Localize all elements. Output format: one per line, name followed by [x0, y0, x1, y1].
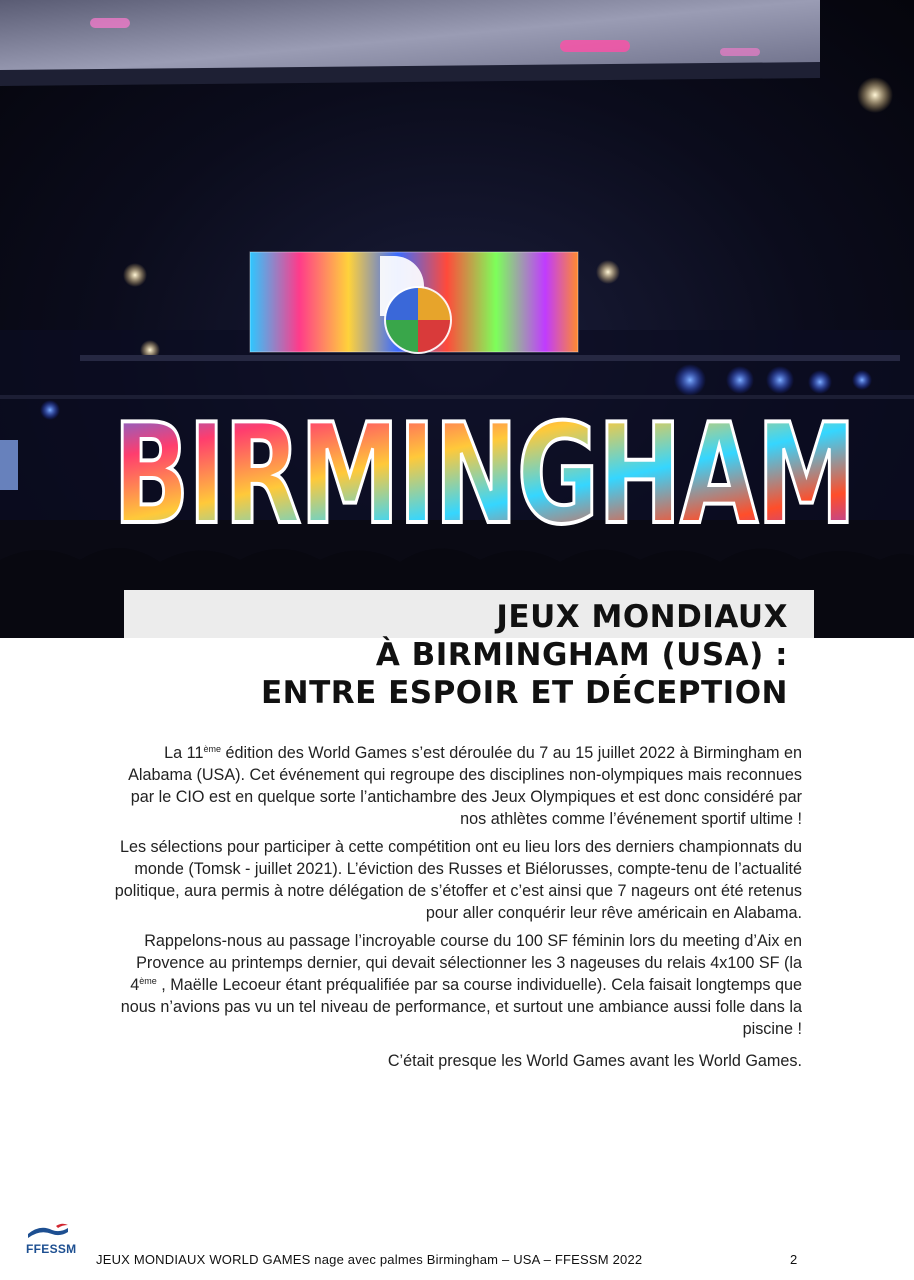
logo-text: FFESSM: [26, 1242, 77, 1256]
p3-superscript: ème: [139, 976, 157, 986]
title-line-3: ENTRE ESPOIR ET DÉCEPTION: [260, 675, 788, 711]
stage-light: [857, 77, 893, 113]
page-number: 2: [790, 1252, 798, 1267]
p3-text-b: , Maëlle Lecoeur étant préqualifiée par sa course individuelle). Cela faisait longtemps que nous n’avions pas vu un tel niveau de performance, et surtout une ambiance aussi folle dans la piscine !: [120, 976, 802, 1038]
paragraph-3: [110, 930, 802, 1040]
wave-icon: [26, 1222, 70, 1244]
p1-text-a: La 11: [164, 744, 204, 762]
birmingham-sign: BIRMINGHAM: [113, 394, 855, 555]
p1-superscript: ème: [203, 744, 221, 754]
article-body: [110, 742, 802, 1078]
paragraph-2: Les sélections pour participer à cette compétition ont eu lieu lors des derniers championnats du monde (Tomsk - juillet 2021). L’éviction des Russes et Biélorusses, compte-tenu de l’actualité politique, aura permis à notre délégation de s’étoffer et c’est ainsi que 7 nageurs ont été retenus pour aller conquérir leur rêve américain en Alabama.: [114, 838, 802, 922]
ffessm-logo: [26, 1222, 77, 1272]
footer-text: JEUX MONDIAUX WORLD GAMES nage avec palmes Birmingham – USA – FFESSM 2022: [96, 1252, 643, 1267]
paragraph-1: [110, 742, 802, 830]
title-line-2: À BIRMINGHAM (USA) :: [375, 637, 788, 673]
article-title: [261, 598, 788, 712]
title-line-1: JEUX MONDIAUX: [496, 599, 788, 635]
hero-illustration: [0, 0, 914, 638]
p1-text-b: édition des World Games s’est déroulée du 7 au 15 juillet 2022 à Birmingham en Alabama (USA). Cet événement qui regroupe des disciplines non-olympiques mais reconnues par le CIO est en quelque sorte l’antichambre des Jeux Olympiques et est donc considéré par nos athlètes comme l’événement sportif ultime !: [128, 744, 802, 828]
paragraph-4: C’était presque les World Games avant les World Games.: [387, 1052, 802, 1070]
hero-photo: [0, 0, 914, 638]
p3-text-a: Rappelons-nous au passage l’incroyable course du 100 SF féminin lors du meeting d’Aix en Provence au printemps dernier, qui devait sélectionner les 3 nageuses du relais 4x100 SF (la 4: [130, 932, 802, 994]
